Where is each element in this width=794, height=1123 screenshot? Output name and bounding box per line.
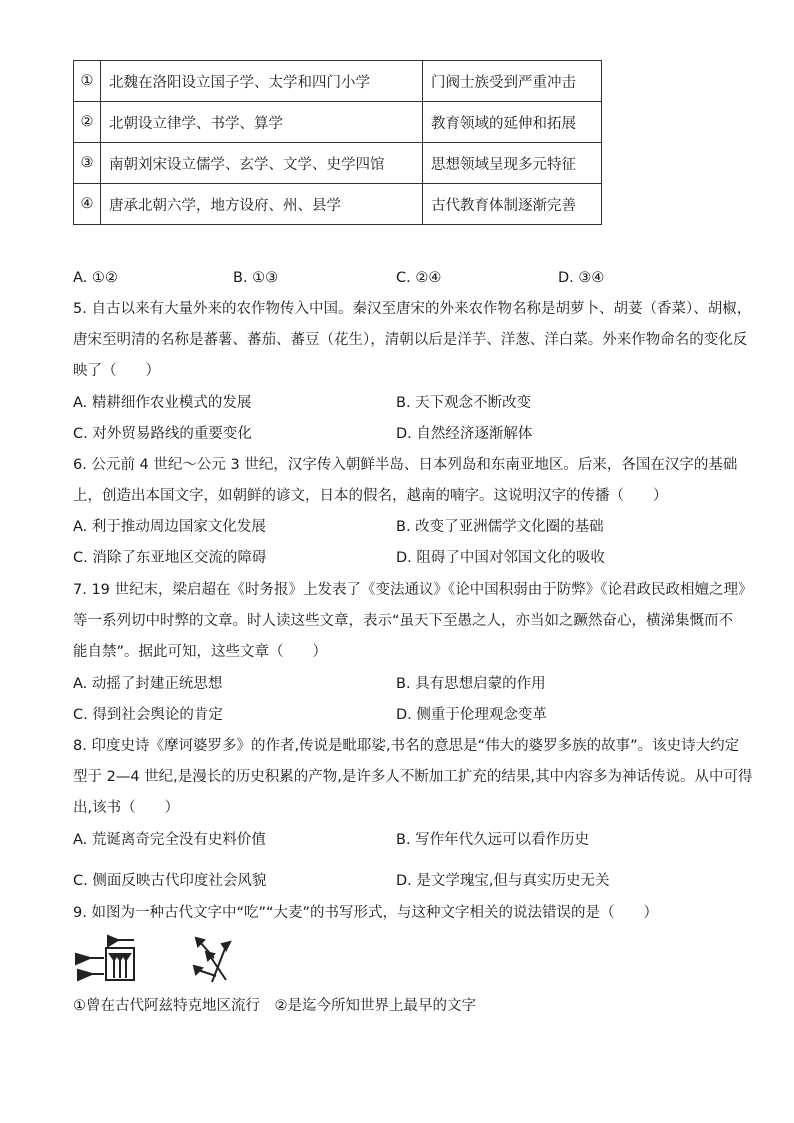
q7-option-b[interactable]: B. 具有思想启蒙的作用	[396, 676, 546, 692]
q7-option-d[interactable]: D. 侧重于伦理观念变革	[396, 707, 547, 723]
q9-statements-line: ①曾在古代阿兹特克地区流行 ②是迄今所知世界上最早的文字	[73, 998, 476, 1014]
q7-option-a[interactable]: A. 动摇了封建正统思想	[73, 676, 223, 692]
row-number: ④	[74, 184, 101, 225]
row-content: 唐承北朝六学，地方设府、州、县学	[101, 184, 423, 225]
q4-option-b[interactable]: B. ①③	[233, 270, 279, 286]
row-number: ②	[74, 102, 101, 143]
q4-option-c[interactable]: C. ②④	[396, 270, 442, 286]
table-row	[74, 184, 602, 225]
row-content: 北魏在洛阳设立国子学、太学和四门小学	[101, 61, 423, 102]
q5-stem-line3: 映了（ ）	[73, 363, 160, 379]
q6-stem-line2: 上，创造出本国文字，如朝鲜的谚文，日本的假名，越南的喃字。这说明汉字的传播（ ）	[73, 488, 668, 504]
row-conclusion: 教育领域的延伸和拓展	[423, 102, 602, 143]
q8-stem-line3: 出,该书（ ）	[73, 800, 180, 816]
q5-option-b[interactable]: B. 天下观念不断改变	[396, 395, 532, 411]
table-row	[74, 102, 602, 143]
q8-option-b[interactable]: B. 写作年代久远可以看作历史	[396, 832, 590, 848]
row-number: ①	[74, 61, 101, 102]
cuneiform-eat-glyph	[74, 934, 138, 986]
q6-option-b[interactable]: B. 改变了亚洲儒学文化圈的基础	[396, 519, 604, 535]
q4-option-a[interactable]: A. ①②	[73, 270, 118, 286]
q6-option-c[interactable]: C. 消除了东亚地区交流的障碍	[73, 550, 267, 566]
table-row	[74, 143, 602, 184]
education-table	[73, 60, 602, 225]
q4-option-d[interactable]: D. ③④	[558, 270, 605, 286]
q8-stem-line1: 8. 印度史诗《摩诃婆罗多》的作者,传说是毗耶娑,书名的意思是“伟大的婆罗多族的故事”。该史诗大约定	[73, 738, 740, 754]
row-content: 南朝刘宋设立儒学、玄学、文学、史学四馆	[101, 143, 423, 184]
q7-stem-line1: 7. 19 世纪末，梁启超在《时务报》上发表了《变法通议》《论中国积弱由于防弊》《论君政民政相嬗之理》	[73, 582, 753, 598]
cuneiform-barley-glyph	[192, 936, 238, 986]
row-conclusion: 思想领域呈现多元特征	[423, 143, 602, 184]
q5-option-a[interactable]: A. 精耕细作农业模式的发展	[73, 395, 252, 411]
table-row	[74, 61, 602, 102]
q8-option-a[interactable]: A. 荒诞离奇完全没有史料价值	[73, 832, 266, 848]
q7-stem-line2: 等一系列切中时弊的文章。时人读这些文章，表示“虽天下至愚之人，亦当如之蹶然奋心，横涕集慨而不	[73, 613, 734, 629]
q6-option-a[interactable]: A. 利于推动周边国家文化发展	[73, 519, 266, 535]
q8-option-d[interactable]: D. 是文学瑰宝,但与真实历史无关	[396, 873, 610, 889]
q5-stem-line1: 5. 自古以来有大量外来的农作物传入中国。秦汉至唐宋的外来农作物名称是胡萝卜、胡荽（香菜）、胡椒，	[73, 301, 752, 317]
row-number: ③	[74, 143, 101, 184]
q6-stem-line1: 6. 公元前 4 世纪～公元 3 世纪，汉字传入朝鲜半岛、日本列岛和东南亚地区。后来，各国在汉字的基础	[73, 457, 738, 473]
row-content: 北朝设立律学、书学、算学	[101, 102, 423, 143]
q7-option-c[interactable]: C. 得到社会舆论的肯定	[73, 707, 223, 723]
q9-stem-line1: 9. 如图为一种古代文字中“吃”“大麦”的书写形式，与这种文字相关的说法错误的是（ ）	[73, 905, 658, 921]
row-conclusion: 门阀士族受到严重冲击	[423, 61, 602, 102]
q8-option-c[interactable]: C. 侧面反映古代印度社会风貌	[73, 873, 267, 889]
q7-stem-line3: 能自禁”。据此可知，这些文章（ ）	[73, 644, 328, 660]
row-conclusion: 古代教育体制逐渐完善	[423, 184, 602, 225]
q6-option-d[interactable]: D. 阻碍了中国对邻国文化的吸收	[396, 550, 605, 566]
q8-stem-line2: 型于 2—4 世纪,是漫长的历史积累的产物,是许多人不断加工扩充的结果,其中内容多为神话传说。从中可得	[73, 769, 753, 785]
q5-option-c[interactable]: C. 对外贸易路线的重要变化	[73, 426, 252, 442]
q5-stem-line2: 唐宋至明清的名称是蕃薯、蕃茄、蕃豆（花生），清朝以后是洋芋、洋葱、洋白菜。外来作物命名的变化反	[73, 332, 748, 348]
q5-option-d[interactable]: D. 自然经济逐渐解体	[396, 426, 533, 442]
